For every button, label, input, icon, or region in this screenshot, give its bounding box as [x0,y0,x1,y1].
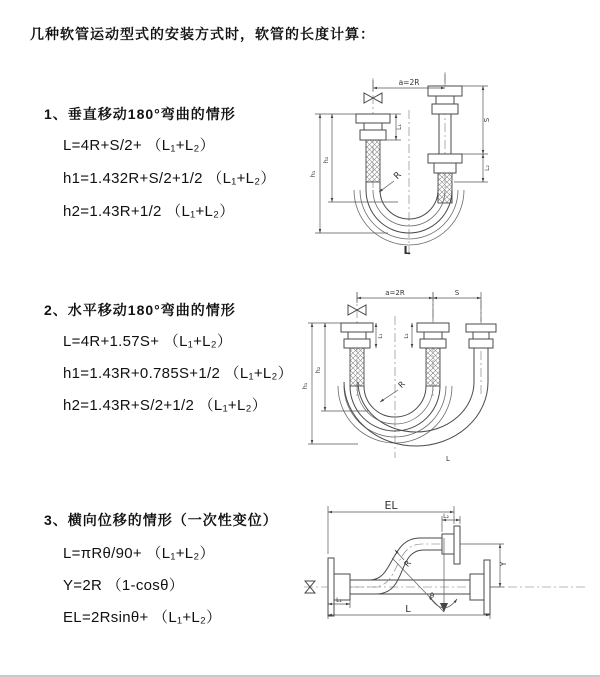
section2-heading: 2、水平移动180°弯曲的情形 [44,302,236,318]
middle-fitting [417,323,449,386]
section3-formula-L: L=πRθ/90+ （L₁+L₂） [63,545,215,562]
section1-formula-h1: h1=1.432R+S/2+1/2 （L₁+L₂） [63,170,276,187]
left-flange [328,558,350,616]
dim-label-a2r: a=2R [398,78,420,87]
dim-label-l2: L₂ [443,513,449,520]
upper-right-flange [442,526,460,564]
angle-theta-label: θ [429,592,435,600]
dim-label-h2: h₂ [322,156,330,164]
length-label: L [405,604,411,615]
s-curve-hose [350,538,442,594]
section3-heading: 3、横向位移的情形（一次性变位） [44,512,278,528]
section1-formula-L: L=4R+S/2+ （L₁+L₂） [63,137,215,154]
section1-heading: 1、垂直移动180°弯曲的情形 [44,106,236,122]
dim-label-h2: h₂ [314,366,322,374]
section1-formula-h2: h2=1.43R+1/2 （L₁+L₂） [63,203,235,220]
section2-formula-h1: h1=1.43R+0.785S+1/2 （L₁+L₂） [63,365,293,382]
braided-hose-section [438,173,452,203]
left-fitting [356,114,390,182]
dim-label-h1: h₁ [301,382,309,390]
section3-formula-EL: EL=2Rsinθ+ （L₁+L₂） [63,609,222,626]
dim-label-el: EL [384,499,398,512]
radius-label: R [396,379,407,390]
braided-hose-section [350,348,364,386]
page-title: 几种软管运动型式的安装方式时，软管的长度计算： [30,26,375,42]
dim-label-l2: L₂ [484,165,491,171]
length-label: L [446,455,450,463]
braided-hose-section [366,140,380,182]
dimensions [309,74,491,257]
dim-label-l2: L₂ [404,333,410,339]
diagram-vertical-180-bend [302,62,592,262]
dim-label-h1: h₁ [309,170,317,178]
dimensions [328,499,508,619]
section3-formula-Y: Y=2R （1-cosθ） [63,577,185,594]
dim-label-s: S [454,289,460,297]
dim-label-l1: L₁ [396,124,403,130]
dim-label-l1: L₁ [336,597,342,604]
diagram-horizontal-180-bend [298,278,598,478]
diagram-lateral-displacement [296,498,596,668]
radius-label: R [402,558,413,569]
left-fitting [341,323,373,386]
section2-formula-L: L=4R+1.57S+ （L₁+L₂） [63,333,233,350]
radius-label: R [392,170,404,182]
dim-label-a2r: a=2R [385,289,405,297]
lower-right-flange [470,560,490,614]
braided-hose-section [426,348,440,386]
length-label: L [403,244,411,257]
dim-label-y: Y [499,561,508,567]
dim-label-s: S [483,117,491,123]
section2-formula-h2: h2=1.43R+S/2+1/2 （L₁+L₂） [63,397,268,414]
hose-u-bends [338,382,488,446]
dim-label-l1: L₁ [378,333,384,339]
